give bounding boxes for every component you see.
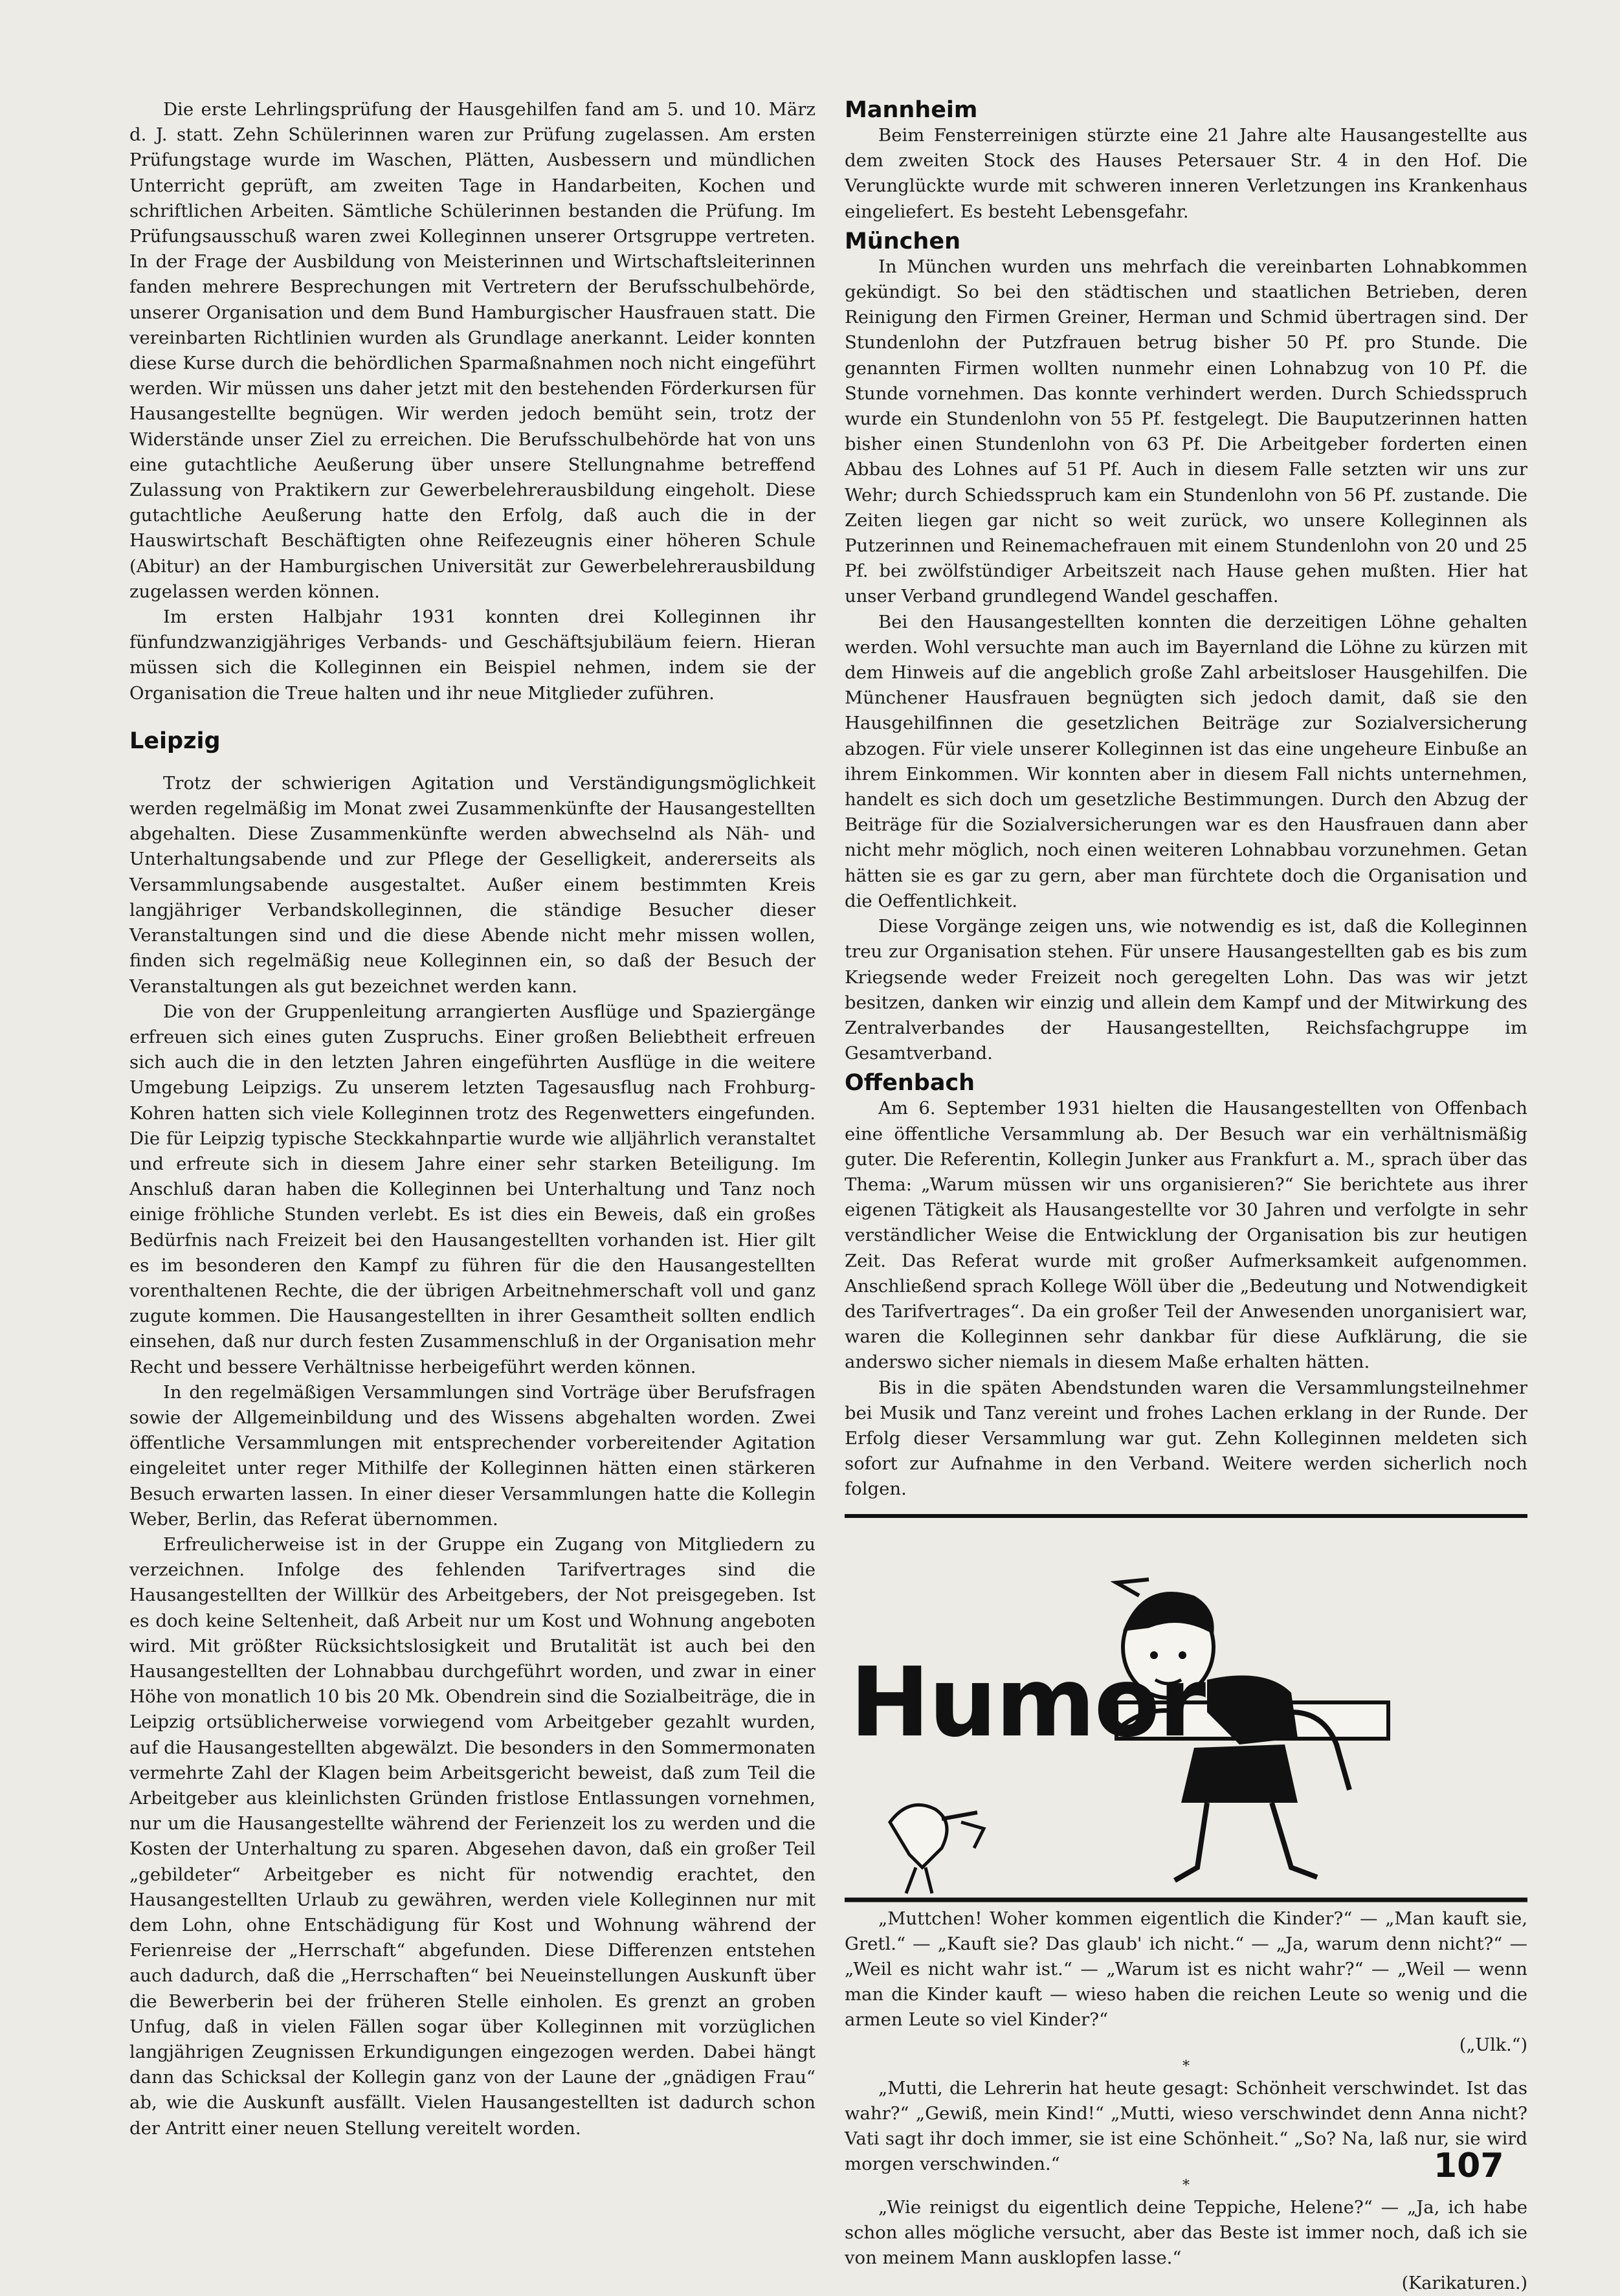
- joke-source: („Ulk.“): [1459, 2034, 1527, 2055]
- muenchen-paragraph: In München wurden uns mehrfach die vereinbarten Lohnabkommen gekündigt. So bei den städtischen und staatlichen Betrieben, deren Reinigung den Firmen Greiner, Herman und Schmid übertragen sind. Der Stundenlohn der Putzfrauen betrug bisher 50 Pf. pro Stunde. Die genannten Firmen wollten nunmehr einen Lohnabzug von 10 Pf. die Stunde vornehmen. Das konnte verhindert werden. Durch Schiedsspruch wurde ein Stundenlohn von 55 Pf. festgelegt. Die Bauputzerinnen hatten bisher einen Stundenlohn von 63 Pf. Die Arbeitgeber forderten einen Abbau des Lohnes auf 51 Pf. Auch in diesem Falle setzten wir uns zur Wehr; durch Schiedsspruch kam ein Stundenlohn von 56 Pf. zustande. Die Zeiten liegen gar nicht so weit zurück, wo unsere Kolleginnen als Putzerinnen und Reinemachefrauen mit einem Stundenlohn von 20 und 25 Pf. bei zwölfstündiger Arbeitszeit nach Hause gehen mußten. Hier hat unser Verband grundlegend Wandel geschaffen.: [845, 256, 1527, 607]
- joke-text: „Wie reinigst du eigentlich deine Teppiche, Helene?“ — „Ja, ich habe schon alles mögliche versucht, aber das Beste ist immer noch, daß ich sie von meinem Mann ausklopfen lasse.“: [845, 2196, 1527, 2268]
- right-column: [845, 97, 1527, 2296]
- section-heading-muenchen: München: [845, 228, 960, 254]
- page-number: 107: [1434, 2146, 1504, 2185]
- joke-text: „Mutti, die Lehrerin hat heute gesagt: Schönheit verschwindet. Ist das wahr?“ „Gewiß, mein Kind!“ „Mutti, wieso verschwindet denn Anna nicht? Vati sagt ihr doch immer, sie ist eine Schönheit.“ „So? Na, laß nur, sie wird morgen verschwinden.“: [845, 2077, 1527, 2174]
- section-heading-mannheim: Mannheim: [845, 97, 978, 123]
- hamburg-report-paragraph: Die erste Lehrlingsprüfung der Hausgehilfen fand am 5. und 10. März d. J. statt. Zehn Schülerinnen waren zur Prüfung zugelassen. Am ersten Prüfungstage wurde im Waschen, Plätten, Ausbessern und mündlichen Unterricht geprüft, am zweiten Tage in Handarbeiten, Kochen und schriftlichen Arbeiten. Sämtliche Schülerinnen bestanden die Prüfung. Im Prüfungsausschuß waren zwei Kolleginnen unserer Ortsgruppe vertreten. In der Frage der Ausbildung von Meisterinnen und Wirtschaftsleiterinnen fanden mehrere Besprechungen mit Vertretern der Berufsschulbehörde, unserer Organisation und dem Bund Hamburgischer Hausfrauen statt. Die vereinbarten Richtlinien wurden als Grundlage anerkannt. Leider konnten diese Kurse durch die behördlichen Sparmaßnahmen noch nicht eingeführt werden. Wir müssen uns daher jetzt mit den bestehenden Förderkursen für Hausangestellte begnügen. Wir werden jedoch bemüht sein, trotz der Widerstände unser Ziel zu erreichen. Die Berufsschulbehörde hat von uns eine gutachtliche Aeußerung über unsere Stellungnahme betreffend Zulassung von Praktikern zur Gewerbelehrerausbildung eingeholt. Diese gutachtliche Aeußerung hatte den Erfolg, daß auch die in der Hauswirtschaft Beschäftigten ohne Reifezeugnis einer höheren Schule (Abitur) an der Hamburgischen Universität zur Gewerbelehrerausbildung zugelassen werden können.: [129, 99, 816, 602]
- offenbach-paragraph: Am 6. September 1931 hielten die Hausangestellten von Offenbach eine öffentliche Versammlung ab. Der Besuch war ein verhältnismäßig guter. Die Referentin, Kollegin Junker aus Frankfurt a. M., sprach über das Thema: „Warum müssen wir uns organisieren?“ Sie berichtete aus ihrer eigenen Tätigkeit als Hausangestellte vor 30 Jahren und verfolgte in sehr verständlicher Weise die Entwicklung der Organisation bis zur heutigen Zeit. Das Referat wurde mit großer Aufmerksamkeit aufgenommen. Anschließend sprach Kollege Wöll über die „Bedeutung und Notwendigkeit des Tarifvertrages“. Da ein großer Teil der Anwesenden unorganisiert war, waren die Kolleginnen sehr dankbar für diese Aufklärung, die sie anderswo sicher niemals in diesem Maße erhalten hätten.: [845, 1098, 1527, 1373]
- joke-source: (Karikaturen.): [1401, 2273, 1527, 2293]
- left-column: [129, 97, 816, 2141]
- mannheim-paragraph: Beim Fensterreinigen stürzte eine 21 Jahre alte Hausangestellte aus dem zweiten Stock des Hauses Petersauer Str. 4 in den Hof. Die Verunglückte wurde mit schweren inneren Verletzungen ins Krankenhaus eingeliefert. Es besteht Lebensgefahr.: [845, 125, 1527, 222]
- humor-title: Humor: [850, 1646, 1205, 1758]
- muenchen-paragraph: Diese Vorgänge zeigen uns, wie notwendig es ist, daß die Kolleginnen treu zur Organisation stehen. Für unsere Hausangestellten gab es bis zum Kriegsende weder Freizeit noch geregelten Lohn. Das was wir jetzt besitzen, danken wir einzig und allein dem Kampf und der Mitwirkung des Zentralverbandes der Hausangestellten, Reichsfachgruppe im Gesamtverband.: [845, 916, 1527, 1064]
- joke-separator: *: [1182, 2177, 1190, 2194]
- joke-text: „Muttchen! Woher kommen eigentlich die Kinder?“ — „Man kauft sie, Gretl.“ — „Kauft sie? Das glaub' ich nicht.“ — „Ja, warum denn nicht?“ — „Weil es nicht wahr ist.“ — „Warum ist es nicht wahr?“ — „Weil — wenn man die Kinder kauft — wieso haben die reichen Leute so wenig und die armen Leute so viel Kinder?“: [845, 1908, 1527, 2030]
- leipzig-paragraph: Die von der Gruppenleitung arrangierten Ausflüge und Spaziergänge erfreuen sich eines guten Zuspruchs. Einer großen Beliebtheit erfreuen sich auch die in den letzten Jahren eingeführten Ausflüge in die weitere Umgebung Leipzigs. Zu unserem letzten Tagesausflug nach Frohburg-Kohren hatten sich viele Kolleginnen trotz des Regenwetters eingefunden. Die für Leipzig typische Steckkahnpartie wurde wie alljährlich veranstaltet und erfreute sich in diesem Jahre einer sehr starken Beteiligung. Im Anschluß daran haben die Kolleginnen bei Unterhaltung und Tanz noch einige fröhliche Stunden verlebt. Es ist dies ein Beweis, daß ein großes Bedürfnis nach Freizeit bei den Hausangestellten vorhanden ist. Hier gilt es im besonderen den Kampf zu führen für die den Hausangestellten vorenthaltenen Rechte, die der übrigen Arbeitnehmerschaft voll und ganz zugute kommen. Die Hausangestellten in ihrer Gesamtheit sollten endlich einsehen, daß nur durch festen Zusammenschluß in der Organisation mehr Recht und bessere Verhältnisse herbeigeführt werden können.: [129, 1001, 816, 1377]
- leipzig-paragraph: Erfreulicherweise ist in der Gruppe ein Zugang von Mitgliedern zu verzeichnen. Infolge des fehlenden Tarifvertrages sind die Hausangestellten der Willkür des Arbeitgebers, der Not preisgegeben. Ist es doch keine Seltenheit, daß Arbeit nur um Kost und Wohnung angeboten wird. Mit größter Rücksichtslosigkeit und Brutalität ist auch bei den Hausangestellten der Lohnabbau durchgeführt worden, und zwar in einer Höhe von monatlich 10 bis 20 Mk. Obendrein sind die Sozialbeiträge, die in Leipzig ortsüblicherweise vorwiegend vom Arbeitgeber gezahlt wurden, auf die Hausangestellten abgewälzt. Die besonders in den Sommermonaten vermehrte Zahl der Klagen beim Arbeitsgericht beweist, daß zum Teil die Arbeitgeber aus kleinlichsten Gründen fristlose Entlassungen vornehmen, nur um die Hausangestellte während der Ferienzeit los zu werden und die Kosten der Unterhaltung zu sparen. Abgesehen davon, daß ein großer Teil „gebildeter“ Arbeitgeber es nicht für notwendig erachtet, den Hausangestellten Urlaub zu gewähren, werden viele Kolleginnen nur mit dem Lohn, ohne Entschädigung für Kost und Wohnung während der Ferienreise der „Herrschaft“ abgefunden. Diese Differenzen entstehen auch dadurch, daß die „Herrschaften“ bei Neueinstellungen Auskunft über die Bewerberin bei der früheren Stelle einholen. Es grenzt an groben Unfug, daß in vielen Fällen sogar über Kolleginnen mit vorzüglichen langjährigen Zeugnissen Erkundigungen eingezogen werden. Dabei hängt dann das Schicksal der Kollegin ganz von der Laune der „gnädigen Frau“ ab, wie die Auskunft ausfällt. Vielen Hausangestellten ist dadurch schon der Antritt einer neuen Stellung vereitelt worden.: [129, 1533, 816, 2139]
- offenbach-paragraph: Bis in die späten Abendstunden waren die Versammlungsteilnehmer bei Musik und Tanz vereint und frohes Lachen erklang in der Runde. Der Erfolg dieser Versammlung war gut. Zehn Kolleginnen meldeten sich sofort zur Aufnahme in den Verband. Weitere werden sicherlich noch folgen.: [845, 1377, 1527, 1500]
- humor-header: [845, 1518, 1527, 1906]
- muenchen-paragraph: Bei den Hausangestellten konnten die derzeitigen Löhne gehalten werden. Wohl versuchte man auch im Bayernland die Löhne zu kürzen mit dem Hinweis auf die angeblich große Zahl arbeitsloser Hausgehilfen. Die Münchener Hausfrauen begnügten sich jedoch damit, daß sie den Hausgehilfinnen die gesetzlichen Beiträge zur Sozialversicherung abzogen. Für viele unserer Kolleginnen ist das eine ungeheure Einbuße an ihrem Einkommen. Wir konnten aber in diesem Fall nichts unternehmen, handelt es sich doch um gesetzliche Bestimmungen. Durch den Abzug der Beiträge für die Sozialversicherungen war es den Hausfrauen dann aber nicht mehr möglich, noch einen weiteren Lohnabbau vorzunehmen. Getan hätten sie es gar zu gern, aber man fürchtete doch die Organisation und die Oeffentlichkeit.: [845, 611, 1527, 911]
- section-heading-offenbach: Offenbach: [845, 1070, 975, 1097]
- leipzig-paragraph: In den regelmäßigen Versammlungen sind Vorträge über Berufsfragen sowie der Allgemeinbildung und des Wissens abgehalten worden. Zwei öffentliche Versammlungen mit entsprechender vorbereitender Agitation eingeleitet unter reger Mithilfe der Kolleginnen hätten einen stärkeren Besuch erwarten lassen. In einer dieser Versammlungen hatte die Kollegin Weber, Berlin, das Referat übernommen.: [129, 1381, 816, 1530]
- jubilee-paragraph: Im ersten Halbjahr 1931 konnten drei Kolleginnen ihr fünfundzwanzigjähriges Verbands- und Geschäftsjubiläum feiern. Hieran müssen sich die Kolleginnen ein Beispiel nehmen, indem sie der Organisation die Treue halten und ihr neue Mitglieder zuführen.: [129, 607, 816, 704]
- joke-separator: *: [1182, 2058, 1190, 2075]
- section-heading-leipzig: Leipzig: [129, 728, 221, 754]
- leipzig-paragraph: Trotz der schwierigen Agitation und Verständigungsmöglichkeit werden regelmäßig im Monat zwei Zusammenkünfte der Hausangestellten abgehalten. Diese Zusammenkünfte werden abwechselnd als Näh- und Unterhaltungsabende und zur Pflege der Geselligkeit, andererseits als Versammlungsabende ausgestaltet. Außer einem bestimmten Kreis langjähriger Verbandskolleginnen, die ständige Besucher dieser Veranstaltungen sind und die diese Abende nicht mehr missen wollen, finden sich regelmäßig neue Kolleginnen ein, so daß der Besuch der Veranstaltungen als gut bezeichnet werden kann.: [129, 772, 816, 997]
